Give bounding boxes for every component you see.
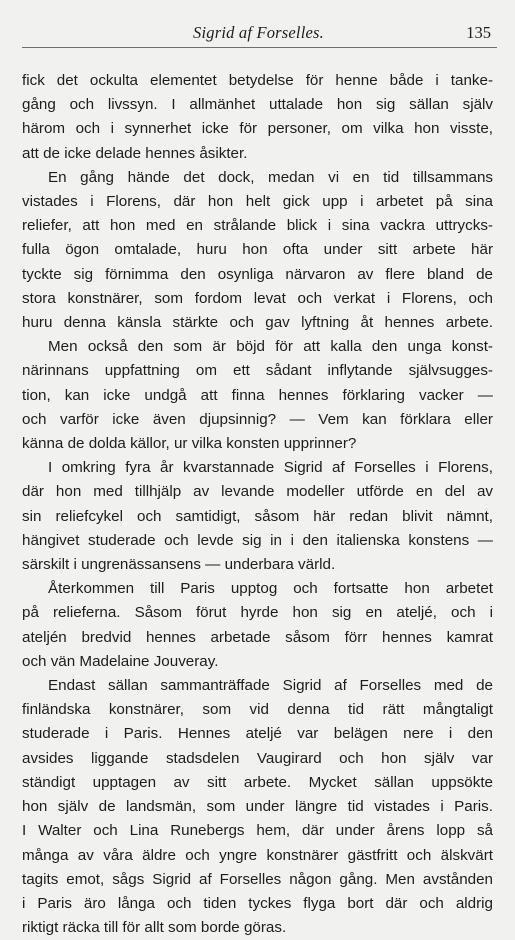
body-text (22, 69, 493, 940)
text-line: Återkommen till Paris upptog och fortsatte hon arbetet (48, 580, 493, 598)
text-line: i Paris äro långa och tiden tyckes flyga bort där och aldrig (22, 894, 493, 912)
text-line: sin reliefcykel och samtidigt, såsom här redan blivit nämnt, (22, 507, 493, 525)
page-number: 135 (466, 23, 491, 42)
text-line: tyckte sig förnimma den osynliga närvaron av flere bland de (22, 265, 493, 283)
text-line: närinnans uppfattning om ett sådant inflytande självsugges- (22, 362, 493, 380)
text-line: hon själv de landsmän, som under längre tid vistades i Paris. (22, 798, 493, 816)
text-line: huru denna känsla stärkte och gav lyftning åt hennes arbete. (22, 314, 493, 332)
text-line: och varför icke även djupsinnig? — Vem kan förklara eller (22, 410, 493, 428)
text-line: studerade i Paris. Hennes ateljé var belägen nere i den (22, 725, 493, 743)
text-line: reliefer, att hon med en strålande blick i sina vackra uttrycks- (22, 217, 493, 235)
text-line: ständigt upptagen av sitt arbete. Mycket sällan uppsökte (22, 773, 493, 791)
text-line: på relieferna. Såsom förut hyrde hon sig en ateljé, och i (22, 604, 493, 622)
text-line: känna de dolda källor, ur vilka konsten upprinner? (22, 435, 357, 453)
text-line: avsides liggande stadsdelen Vaugirard och hon själv var (22, 749, 493, 767)
page-header (20, 23, 497, 47)
text-line: särskilt i ungrenässansens — underbara värld. (22, 556, 336, 574)
text-line: tagits emot, sågs Sigrid af Forselles någon gång. Men avstånden (22, 870, 493, 888)
text-line: En gång hände det dock, medan vi en tid tillsammans (48, 168, 493, 186)
header-rule (22, 47, 497, 48)
text-line: fulla ögon omtalade, huru hon ofta under sitt arbete här (22, 241, 493, 259)
text-line: fick det ockulta elementet betydelse för henne både i tanke- (22, 72, 493, 89)
text-line: riktigt räcka till för allt som borde göras. (22, 919, 287, 937)
text-line: och vän Madelaine Jouveray. (22, 652, 219, 670)
text-line: härom och i synnerhet icke för personer, om vilka hon visste, (22, 120, 493, 138)
text-line: tion, kan icke undgå att finna hennes förklaring vacker — (22, 386, 493, 404)
text-line: hängivet studerade och levde sig in i den italienska konstens — (22, 531, 493, 549)
text-line: där hon med tillhjälp av levande modeller utförde en del av (22, 483, 493, 501)
text-line: I Walter och Lina Runebergs hem, där under årens lopp så (22, 822, 493, 840)
text-line: att de icke delade hennes åsikter. (22, 144, 248, 162)
text-line: ateljén bredvid hennes arbetade såsom förr hennes kamrat (22, 628, 493, 646)
text-line: gång och livssyn. I allmänhet uttalade hon sig sällan själv (22, 96, 493, 114)
text-line: många av våra äldre och yngre konstnärer gästfritt och älskvärt (22, 846, 493, 864)
text-line: vistades i Florens, där hon helt gick upp i arbetet på sina (22, 193, 493, 211)
text-line: Men också den som är böjd för att kalla den unga konst- (48, 338, 493, 356)
text-line: finländska konstnärer, som vid denna tid rätt mångtaligt (22, 701, 493, 719)
text-line: stora konstnärer, som fordom levat och verkat i Florens, och (22, 289, 493, 307)
text-line: I omkring fyra år kvarstannade Sigrid af Forselles i Florens, (48, 459, 493, 477)
running-title: Sigrid af Forselles. (193, 23, 324, 42)
text-line: Endast sällan sammanträffade Sigrid af Forselles med de (48, 677, 493, 695)
